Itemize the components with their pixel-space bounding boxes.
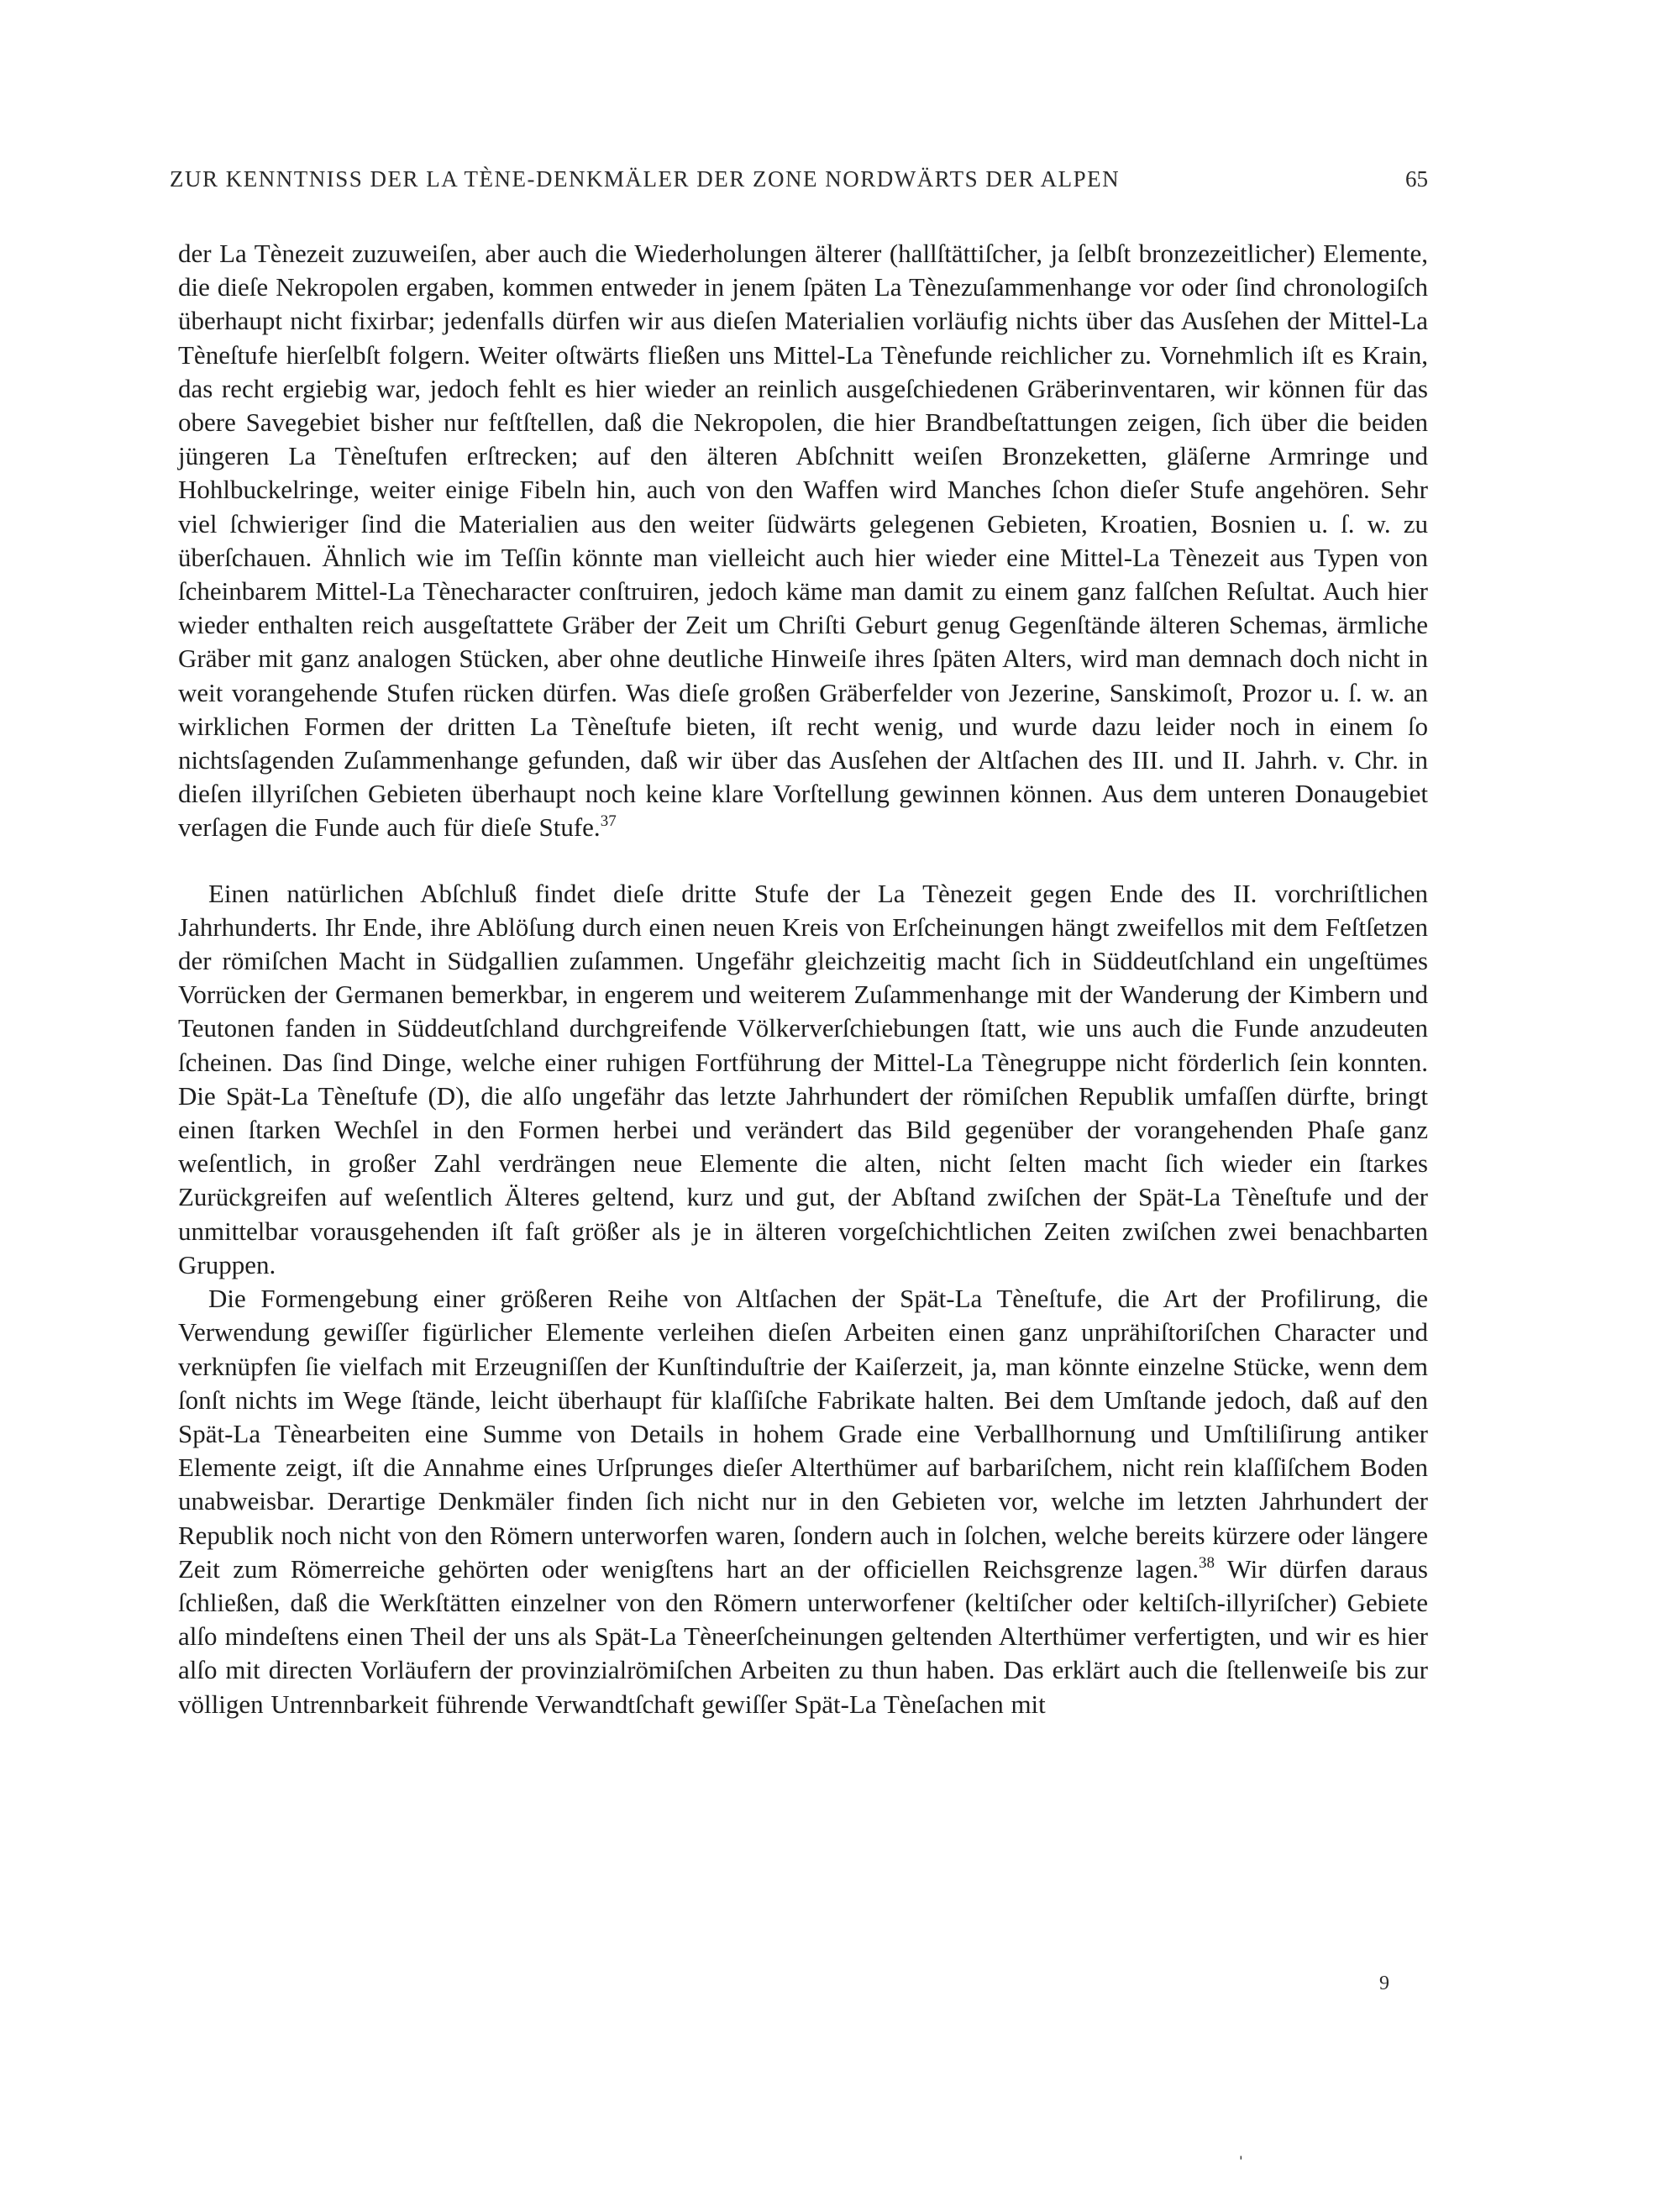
- paragraph-1: [178, 237, 1428, 845]
- signature-mark: 9: [1379, 1973, 1389, 1994]
- ink-speck-mark: ˈ: [1237, 2152, 1245, 2177]
- running-header: [170, 166, 1428, 200]
- running-title: ZUR KENNTNISS DER LA TÈNE-DENKMÄLER DER ZONE NORDWÄRTS DER ALPEN: [170, 166, 1121, 192]
- paragraph-3: [178, 1282, 1428, 1721]
- body-text: [178, 237, 1428, 1721]
- paragraph-1-text: der La Tènezeit zuzuweiſen, aber auch die Wiederholungen älterer (hallſtättiſcher, ja ſelbſt bronzezeitlicher) Elemente, die dieſe Nekropolen ergaben, kommen entweder in jenem ſpäten La Tènezuſammenhange vor oder ſind chronologiſch überhaupt nicht fixirbar; jedenfalls dürfen wir aus dieſen Materialien vorläufig nichts über das Ausſehen der Mittel-La Tèneſtufe hierſelbſt folgern. Weiter oſtwärts fließen uns Mittel-La Tènefunde reichlicher zu. Vornehmlich iſt es Krain, das recht ergiebig war, jedoch fehlt es hier wieder an reinlich ausgeſchiedenen Gräberinventaren, wir können für das obere Savegebiet bisher nur feſtſtellen, daß die Nekropolen, die hier Brandbeſtattungen zeigen, ſich über die beiden jüngeren La Tèneſtufen erſtrecken; auf den älteren Abſchnitt weiſen Bronzeketten, gläſerne Armringe und Hohlbuckelringe, weiter einige Fibeln hin, auch von den Waffen wird Manches ſchon dieſer Stufe angehören. Sehr viel ſchwieriger ſind die Materialien aus den weiter ſüdwärts gelegenen Gebieten, Kroatien, Bosnien u. ſ. w. zu überſchauen. Ähnlich wie im Teſſin könnte man vielleicht auch hier wieder eine Mittel-La Tènezeit aus Typen von ſcheinbarem Mittel-La Tènecharacter conſtruiren, jedoch käme man damit zu einem ganz falſchen Reſultat. Auch hier wieder enthalten reich ausgeſtattete Gräber der Zeit um Chriſti Geburt genug Gegenſtände älteren Schemas, ärmliche Gräber mit ganz analogen Stücken, aber ohne deutliche Hinweiſe ihres ſpäten Alters, wird man demnach doch nicht in weit vorangehende Stufen rücken dürfen. Was dieſe großen Gräberfelder von Jezerine, Sanskimoſt, Prozor u. ſ. w. an wirklichen Formen der dritten La Tèneſtufe bieten, iſt recht wenig, und wurde dazu leider noch in einem ſo nichtsſagenden Zuſammenhange gefunden, daß wir über das Ausſehen der Altſachen des III. und II. Jahrh. v. Chr. in dieſen illyriſchen Gebieten überhaupt noch keine klare Vorſtellung gewinnen können. Aus dem unteren Donaugebiet verſagen die Funde auch für dieſe Stufe.: [178, 239, 1428, 843]
- page-number: 65: [1405, 166, 1428, 192]
- paragraph-3-text-before: Die Formengebung einer größeren Reihe von Altſachen der Spät-La Tèneſtufe, die Art der Profilirung, die Verwendung gewiſſer figürlicher Elemente verleihen dieſen Arbeiten einen ganz unprähiſtoriſchen Character und verknüpfen ſie vielfach mit Erzeugniſſen der Kunſtinduſtrie der Kaiſerzeit, ja, man könnte einzelne Stücke, wenn dem ſonſt nichts im Wege ſtände, leicht überhaupt für klaſſiſche Fabrikate halten. Bei dem Umſtande jedoch, daß auf den Spät-La Tènearbeiten eine Summe von Details in hohem Grade eine Verballhornung und Umſtiliſirung antiker Elemente zeigt, iſt die Annahme eines Urſprunges dieſer Alterthümer auf barbariſchem, nicht rein klaſſiſchem Boden unabweisbar. Derartige Denkmäler finden ſich nicht nur in den Gebieten vor, welche im letzten Jahrhundert der Republik noch nicht von den Römern unterworfen waren, ſondern auch in ſolchen, welche bereits kürzere oder längere Zeit zum Römerreiche gehörten oder wenigſtens hart an der officiellen Reichsgrenze lagen.: [178, 1284, 1428, 1584]
- footnote-ref-37: 37: [600, 812, 617, 831]
- paragraph-2: [178, 877, 1428, 1282]
- paragraph-2-text: Einen natürlichen Abſchluß findet dieſe dritte Stufe der La Tènezeit gegen Ende des II. vorchriſtlichen Jahrhunderts. Ihr Ende, ihre Ablöſung durch einen neuen Kreis von Erſcheinungen hängt zweifellos mit dem Feſtſetzen der römiſchen Macht in Südgallien zuſammen. Ungefähr gleichzeitig macht ſich in Süddeutſchland ein ungeſtümes Vorrücken der Germanen bemerkbar, in engerem und weiterem Zuſammenhange mit der Wanderung der Kimbern und Teutonen fanden in Süddeutſchland durchgreifende Völkerverſchiebungen ſtatt, wie uns auch die Funde anzudeuten ſcheinen. Das ſind Dinge, welche einer ruhigen Fortführung der Mittel-La Tènegruppe nicht förderlich ſein konnten. Die Spät-La Tèneſtufe (D), die alſo ungefähr das letzte Jahrhundert der römiſchen Republik umfaſſen dürfte, bringt einen ſtarken Wechſel in den Formen herbei und verändert das Bild gegenüber der vorangehenden Phaſe ganz weſentlich, in großer Zahl verdrängen neue Elemente die alten, nicht ſelten macht ſich wieder ein ſtarkes Zurückgreifen auf weſentlich Älteres geltend, kurz und gut, der Abſtand zwiſchen der Spät-La Tèneſtufe und der unmittelbar vorausgehenden iſt faſt größer als je in älteren vorgeſchichtlichen Zeiten zwiſchen zwei benachbarten Gruppen.: [178, 878, 1428, 1279]
- footnote-ref-38: 38: [1198, 1553, 1215, 1572]
- paragraph-3-text-after: Wir dürfen daraus ſchließen, daß die Werkſtätten einzelner von den Römern unterworfener (keltiſcher oder keltiſch-illyriſcher) Gebiete alſo mindeſtens einen Theil der uns als Spät-La Tèneerſcheinungen geltenden Alterthümer verfertigten, und wir es hier alſo mit directen Vorläufern der provinzialrömiſchen Arbeiten zu thun haben. Das erklärt auch die ſtellenweiſe bis zur völligen Untrennbarkeit führende Verwandtſchaft gewiſſer Spät-La Tèneſachen mit: [178, 1553, 1428, 1719]
